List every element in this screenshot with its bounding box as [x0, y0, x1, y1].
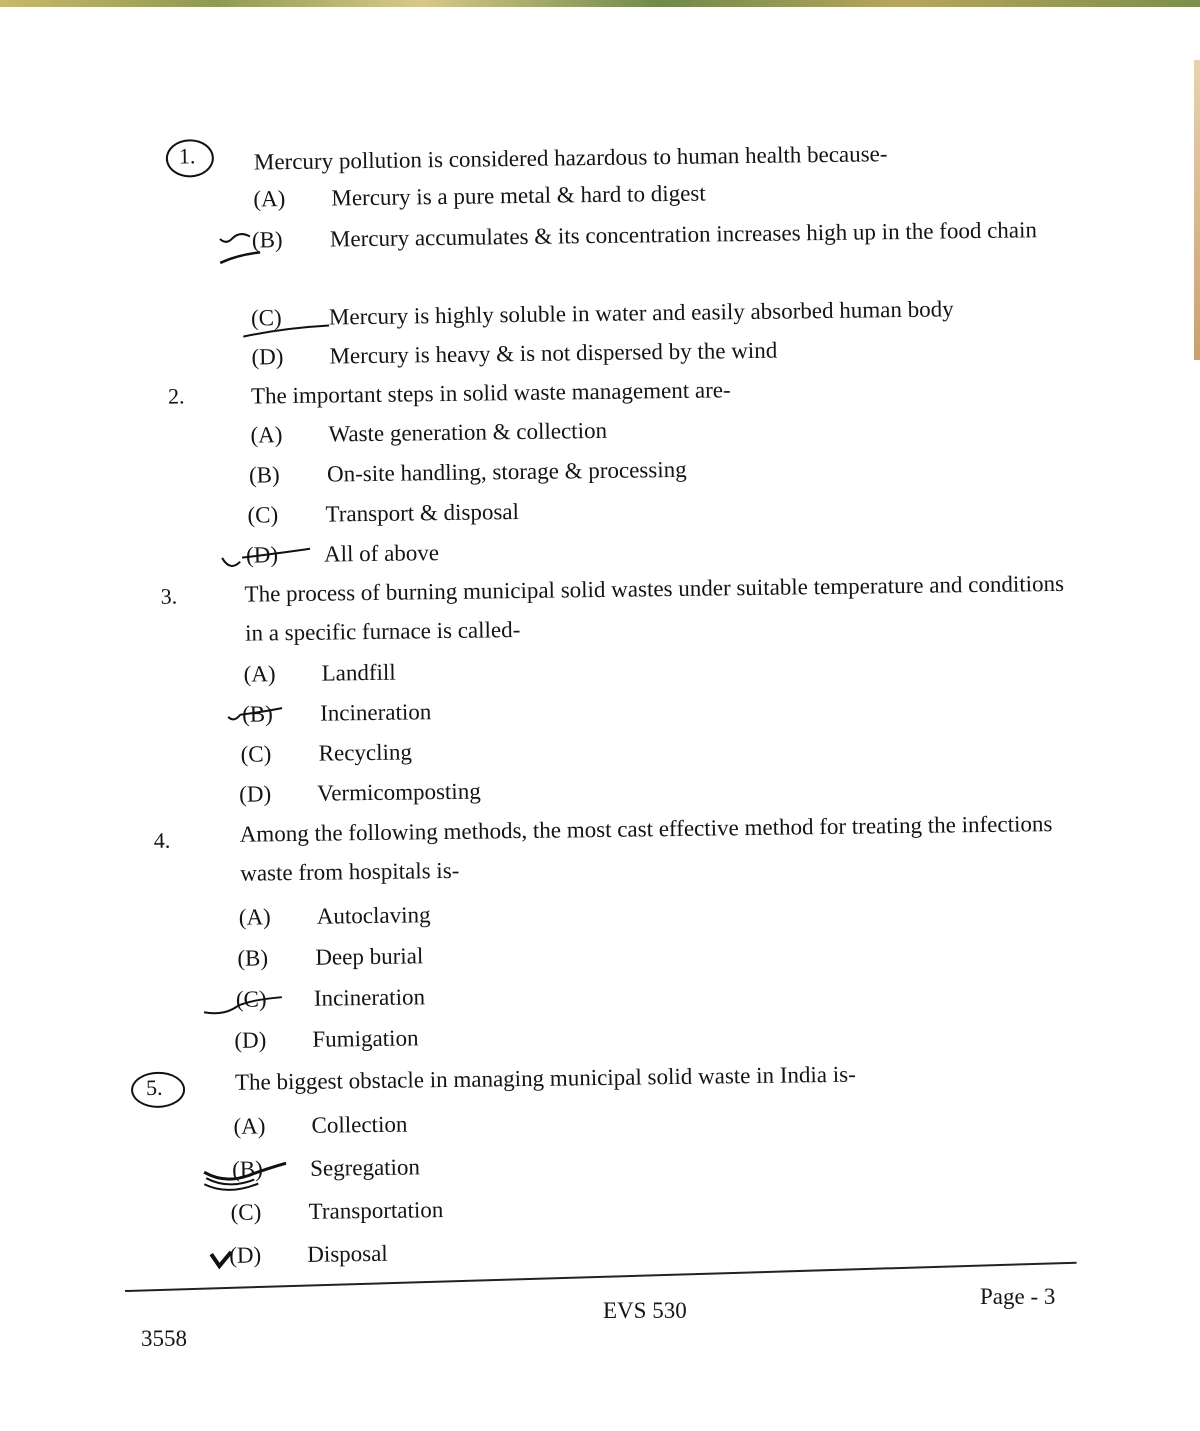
option-text: Mercury accumulates & its concentration increases high up in the food chain [329, 217, 1038, 252]
question-number: 1. [178, 143, 196, 169]
option-letter: (D) [245, 542, 279, 568]
question-number: 4. [153, 827, 171, 853]
option-b [251, 217, 1038, 301]
option-b [237, 939, 424, 979]
option-c [247, 496, 520, 536]
option-a [233, 1107, 408, 1147]
option-text: Vermicomposting [317, 778, 481, 806]
option-letter: (D) [251, 344, 284, 370]
option-c [235, 980, 426, 1020]
option-text: Disposal [307, 1240, 388, 1267]
option-a [253, 179, 706, 219]
option-b [248, 456, 687, 496]
option-letter: (A) [253, 186, 286, 212]
option-letter: (C) [235, 986, 267, 1012]
option-letter: (D) [234, 1027, 267, 1053]
option-letter: (B) [237, 945, 269, 971]
option-letter: (C) [240, 741, 272, 767]
option-c [250, 296, 954, 339]
option-d [245, 536, 440, 576]
option-letter: (C) [247, 502, 279, 528]
option-text: Landfill [321, 659, 396, 686]
option-letter: (A) [238, 904, 271, 930]
option-c [230, 1193, 444, 1233]
option-text: Fumigation [312, 1025, 419, 1052]
option-d [239, 775, 481, 815]
option-letter: (C) [250, 305, 282, 331]
option-letter: (A) [233, 1113, 266, 1139]
option-letter: (B) [248, 462, 280, 488]
option-letter: (D) [239, 781, 272, 807]
page-number: Page - 3 [980, 1284, 1056, 1309]
subject-code: EVS 530 [603, 1298, 687, 1323]
question-number: 5. [145, 1074, 163, 1100]
option-text: Recycling [318, 739, 413, 766]
option-text: Mercury is a pure metal & hard to digest [331, 180, 706, 211]
option-text: Incineration [313, 984, 426, 1011]
option-c [240, 735, 413, 775]
option-text: Deep burial [315, 943, 424, 970]
question-text: The important steps in solid waste management are- [250, 377, 731, 409]
question-number: 3. [160, 583, 178, 609]
question-text: Mercury pollution is considered hazardous to human health because- [253, 141, 888, 175]
option-text: Incineration [319, 699, 432, 726]
option-letter: (B) [231, 1156, 263, 1182]
option-text: Mercury is highly soluble in water and easily absorbed human body [328, 296, 954, 330]
option-d [234, 1021, 419, 1061]
question-text: The process of burning municipal solid wastes under suitable temperature and conditions in a specific furnace is called- [244, 570, 1065, 646]
option-text: Autoclaving [316, 902, 431, 929]
option-text: Transportation [308, 1197, 444, 1224]
paper-code: 3558 [141, 1326, 187, 1351]
option-text: Collection [311, 1111, 408, 1138]
option-d [251, 337, 778, 378]
question-text: The biggest obstacle in managing municipal solid waste in India is- [234, 1061, 856, 1095]
option-d [229, 1236, 388, 1276]
question-number: 2. [167, 383, 185, 409]
option-text: Waste generation & collection [328, 417, 608, 447]
option-letter: (C) [230, 1199, 262, 1225]
option-text: Mercury is heavy & is not dispersed by the wind [329, 337, 778, 369]
option-letter: (A) [243, 661, 276, 687]
option-a [238, 898, 431, 938]
option-text: Transport & disposal [325, 499, 520, 527]
option-letter: (B) [241, 701, 273, 727]
option-text: All of above [323, 540, 440, 567]
option-a [250, 416, 608, 456]
option-letter: (D) [229, 1242, 262, 1268]
option-a [243, 655, 396, 695]
option-letter: (A) [250, 422, 283, 448]
option-b [231, 1150, 421, 1190]
question-text: Among the following methods, the most cast effective method for treating the infections waste from hospitals is- [239, 811, 1053, 886]
option-b [241, 695, 432, 735]
option-letter: (B) [251, 227, 283, 253]
option-text: Segregation [309, 1154, 421, 1181]
option-text: On-site handling, storage & processing [326, 456, 687, 487]
